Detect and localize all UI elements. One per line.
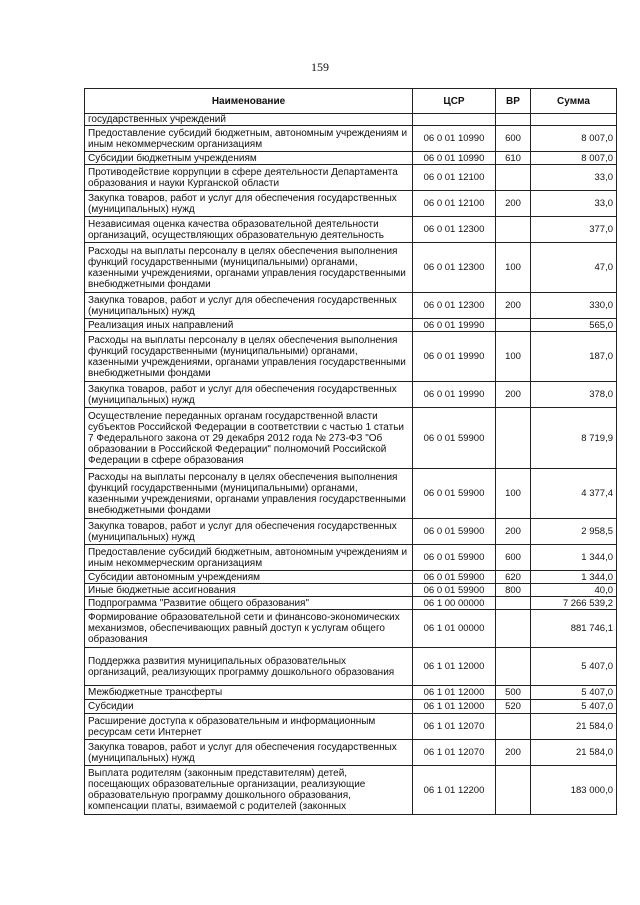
table-row	[85, 293, 617, 319]
table-row	[85, 610, 617, 648]
page-number: 159	[311, 60, 329, 74]
row-sum: 881 746,1	[531, 610, 617, 648]
row-name: Субсидии	[85, 700, 413, 714]
row-vr: 100	[496, 332, 531, 382]
header-name: Наименование	[85, 89, 413, 114]
table-row	[85, 571, 617, 584]
table-header-row	[85, 89, 617, 114]
row-csr: 06 0 01 10990	[413, 152, 496, 165]
row-csr: 06 0 01 12300	[413, 243, 496, 293]
row-vr: 200	[496, 519, 531, 545]
row-sum: 5 407,0	[531, 648, 617, 686]
table-row	[85, 165, 617, 191]
row-name: Независимая оценка качества образовательной деятельности организаций, осуществляющих образовательную деятельность	[85, 217, 413, 243]
row-name: Противодействие коррупции в сфере деятельности Департамента образования и науки Курганской области	[85, 165, 413, 191]
row-csr	[413, 114, 496, 126]
row-csr: 06 0 01 12100	[413, 165, 496, 191]
row-name: Иные бюджетные ассигнования	[85, 584, 413, 597]
table-row	[85, 152, 617, 165]
table-row	[85, 191, 617, 217]
table-row	[85, 408, 617, 469]
table-row	[85, 126, 617, 152]
table-body	[85, 114, 617, 815]
table-row	[85, 686, 617, 700]
row-csr: 06 0 01 19990	[413, 382, 496, 408]
row-sum: 21 584,0	[531, 714, 617, 740]
row-vr	[496, 217, 531, 243]
table-row	[85, 714, 617, 740]
table-row	[85, 114, 617, 126]
row-csr: 06 1 01 12000	[413, 700, 496, 714]
row-vr	[496, 714, 531, 740]
row-vr: 100	[496, 243, 531, 293]
row-name: Выплата родителям (законным представителям) детей, посещающих образовательные организации, реализующие образовательную программу дошкольного образования, компенсации платы, взимаемой с родителей (законных	[85, 766, 413, 815]
header-csr: ЦСР	[413, 89, 496, 114]
row-vr: 100	[496, 469, 531, 519]
row-csr: 06 1 01 12070	[413, 740, 496, 766]
row-vr: 600	[496, 126, 531, 152]
row-vr: 600	[496, 545, 531, 571]
row-csr: 06 0 01 59900	[413, 545, 496, 571]
row-sum: 8 007,0	[531, 126, 617, 152]
row-name: Субсидии бюджетным учреждениям	[85, 152, 413, 165]
budget-table	[84, 88, 617, 815]
row-vr	[496, 114, 531, 126]
row-csr: 06 1 01 12070	[413, 714, 496, 740]
header-sum: Сумма	[531, 89, 617, 114]
row-csr: 06 0 01 10990	[413, 126, 496, 152]
row-vr	[496, 597, 531, 610]
row-vr: 200	[496, 293, 531, 319]
row-sum: 187,0	[531, 332, 617, 382]
table-row	[85, 597, 617, 610]
row-name: Реализация иных направлений	[85, 319, 413, 332]
row-name: Закупка товаров, работ и услуг для обеспечения государственных (муниципальных) нужд	[85, 519, 413, 545]
table-row	[85, 217, 617, 243]
row-vr: 200	[496, 382, 531, 408]
header-vr: ВР	[496, 89, 531, 114]
row-name: Расходы на выплаты персоналу в целях обеспечения выполнения функций государственными (муниципальными) органами, казенными учреждениями, органами управления государственными внебюджетными фондами	[85, 469, 413, 519]
row-sum: 2 958,5	[531, 519, 617, 545]
row-name: Межбюджетные трансферты	[85, 686, 413, 700]
table-row	[85, 243, 617, 293]
row-sum: 40,0	[531, 584, 617, 597]
table-row	[85, 700, 617, 714]
table-row	[85, 545, 617, 571]
row-csr: 06 1 01 12000	[413, 686, 496, 700]
row-vr	[496, 648, 531, 686]
row-sum: 565,0	[531, 319, 617, 332]
table-row	[85, 766, 617, 815]
row-sum: 183 000,0	[531, 766, 617, 815]
row-csr: 06 1 01 00000	[413, 610, 496, 648]
row-sum: 8 719,9	[531, 408, 617, 469]
row-vr	[496, 408, 531, 469]
row-vr: 520	[496, 700, 531, 714]
row-name: Предоставление субсидий бюджетным, автономным учреждениям и иным некоммерческим организациям	[85, 126, 413, 152]
row-sum: 47,0	[531, 243, 617, 293]
row-csr: 06 0 01 19990	[413, 332, 496, 382]
row-csr: 06 0 01 59900	[413, 571, 496, 584]
row-name: Подпрограмма "Развитие общего образования"	[85, 597, 413, 610]
row-vr	[496, 165, 531, 191]
table-row	[85, 319, 617, 332]
row-sum: 33,0	[531, 191, 617, 217]
row-name: Закупка товаров, работ и услуг для обеспечения государственных (муниципальных) нужд	[85, 382, 413, 408]
row-sum: 8 007,0	[531, 152, 617, 165]
row-csr: 06 0 01 59900	[413, 408, 496, 469]
table-row	[85, 469, 617, 519]
row-name: Закупка товаров, работ и услуг для обеспечения государственных (муниципальных) нужд	[85, 293, 413, 319]
row-name: Поддержка развития муниципальных образовательных организаций, реализующих программу дошкольного образования	[85, 648, 413, 686]
row-vr: 620	[496, 571, 531, 584]
row-vr	[496, 319, 531, 332]
table-row	[85, 519, 617, 545]
row-sum: 5 407,0	[531, 700, 617, 714]
row-sum: 4 377,4	[531, 469, 617, 519]
row-sum: 1 344,0	[531, 545, 617, 571]
row-csr: 06 0 01 59900	[413, 469, 496, 519]
row-name: Закупка товаров, работ и услуг для обеспечения государственных (муниципальных) нужд	[85, 191, 413, 217]
row-vr	[496, 610, 531, 648]
row-csr: 06 1 00 00000	[413, 597, 496, 610]
row-sum: 1 344,0	[531, 571, 617, 584]
row-sum: 21 584,0	[531, 740, 617, 766]
row-csr: 06 0 01 19990	[413, 319, 496, 332]
row-vr: 610	[496, 152, 531, 165]
row-sum: 378,0	[531, 382, 617, 408]
table-row	[85, 584, 617, 597]
row-csr: 06 0 01 59900	[413, 519, 496, 545]
row-vr: 200	[496, 191, 531, 217]
row-name: Расходы на выплаты персоналу в целях обеспечения выполнения функций государственными (муниципальными) органами, казенными учреждениями, органами управления государственными внебюджетными фондами	[85, 332, 413, 382]
table-row	[85, 648, 617, 686]
row-csr: 06 0 01 12300	[413, 293, 496, 319]
row-sum: 377,0	[531, 217, 617, 243]
row-name: Расширение доступа к образовательным и информационным ресурсам сети Интернет	[85, 714, 413, 740]
row-csr: 06 1 01 12200	[413, 766, 496, 815]
row-name: Формирование образовательной сети и финансово-экономических механизмов, обеспечивающих равный доступ к услугам общего образования	[85, 610, 413, 648]
row-sum	[531, 114, 617, 126]
row-csr: 06 0 01 12100	[413, 191, 496, 217]
row-vr: 200	[496, 740, 531, 766]
table-row	[85, 740, 617, 766]
row-name: Осуществление переданных органам государственной власти субъектов Российской Федерации в соответствии с частью 1 статьи 7 Федерального закона от 29 декабря 2012 года № 273-ФЗ "Об образовании в Российской Федерации" полномочий Российской Федерации в сфере образования	[85, 408, 413, 469]
row-vr: 500	[496, 686, 531, 700]
row-csr: 06 1 01 12000	[413, 648, 496, 686]
row-name: Расходы на выплаты персоналу в целях обеспечения выполнения функций государственными (муниципальными) органами, казенными учреждениями, органами управления государственными внебюджетными фондами	[85, 243, 413, 293]
row-name: Закупка товаров, работ и услуг для обеспечения государственных (муниципальных) нужд	[85, 740, 413, 766]
row-sum: 33,0	[531, 165, 617, 191]
row-csr: 06 0 01 12300	[413, 217, 496, 243]
row-sum: 5 407,0	[531, 686, 617, 700]
row-sum: 7 266 539,2	[531, 597, 617, 610]
row-name: Субсидии автономным учреждениям	[85, 571, 413, 584]
row-name: государственных учреждений	[85, 114, 413, 126]
row-csr: 06 0 01 59900	[413, 584, 496, 597]
row-name: Предоставление субсидий бюджетным, автономным учреждениям и иным некоммерческим организациям	[85, 545, 413, 571]
row-vr	[496, 766, 531, 815]
table-row	[85, 332, 617, 382]
row-vr: 800	[496, 584, 531, 597]
row-sum: 330,0	[531, 293, 617, 319]
table-row	[85, 382, 617, 408]
